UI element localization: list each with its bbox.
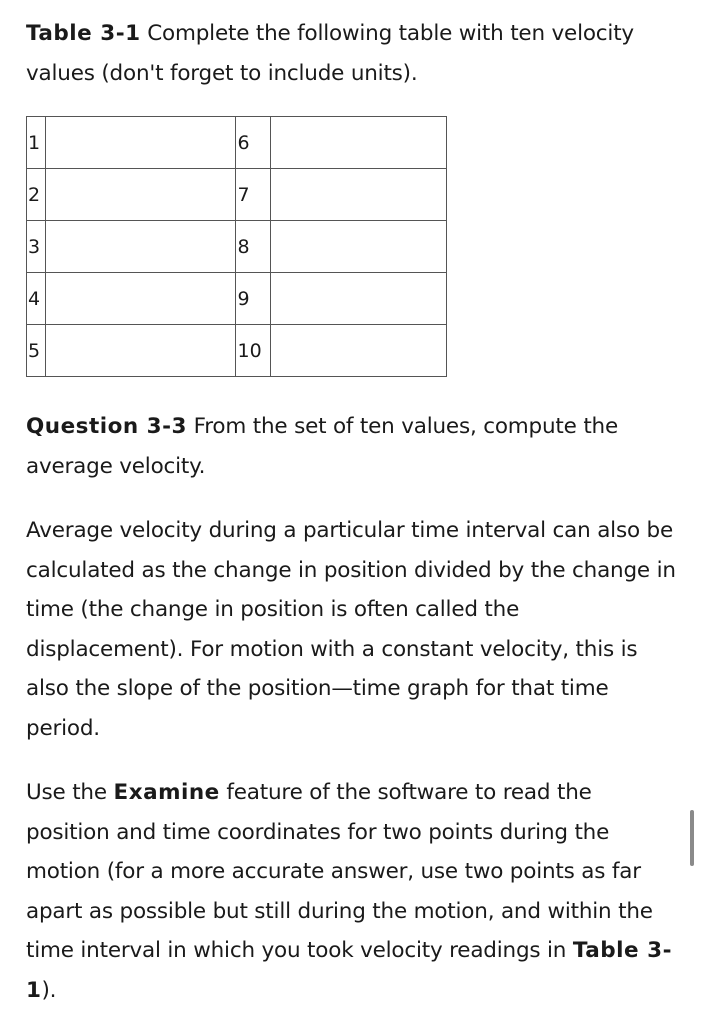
- examine-instructions-paragraph: [26, 773, 676, 1010]
- row-number-cell: 6: [236, 117, 270, 169]
- table-label: Table 3-1: [26, 21, 141, 46]
- table-reference: Table 3-1: [26, 938, 672, 1003]
- row-number-cell: 7: [236, 169, 270, 221]
- velocity-value-cell[interactable]: [46, 117, 236, 169]
- question-3-3: [26, 407, 676, 486]
- table-row: [27, 273, 447, 325]
- row-number-cell: 5: [27, 325, 46, 377]
- velocity-value-cell[interactable]: [270, 221, 446, 273]
- table-row: [27, 221, 447, 273]
- question-text: From the set of ten values, compute the average velocity.: [26, 414, 619, 479]
- velocity-value-cell[interactable]: [270, 117, 446, 169]
- row-number-cell: 3: [27, 221, 46, 273]
- question-label: Question 3-3: [26, 414, 188, 439]
- row-number-cell: 10: [236, 325, 270, 377]
- velocity-value-cell[interactable]: [270, 273, 446, 325]
- velocity-value-cell[interactable]: [46, 273, 236, 325]
- paragraph-text: Use the: [26, 780, 114, 805]
- document-content: [26, 14, 676, 1010]
- table-caption: [26, 14, 676, 93]
- table-row: [27, 169, 447, 221]
- velocity-value-cell[interactable]: [46, 169, 236, 221]
- average-velocity-paragraph: Average velocity during a particular time interval can also be calculated as the change in position divided by the change in time (the change in position is often called the displacement). For motion with a constant velocity, this is also the slope of the position—time graph for that time period.: [26, 518, 676, 741]
- velocity-value-cell[interactable]: [46, 325, 236, 377]
- paragraph-text: feature of the software to read the position and time coordinates for two points during the motion (for a more accurate answer, use two points as far apart as possible but still during the motion, and within the time interval in which you took velocity readings in: [26, 780, 653, 963]
- velocity-table: [26, 116, 447, 377]
- table-caption-text: Complete the following table with ten velocity values (don't forget to include units).: [26, 21, 634, 86]
- examine-term: Examine: [113, 780, 220, 805]
- velocity-value-cell[interactable]: [46, 221, 236, 273]
- table-row: [27, 117, 447, 169]
- paragraph-text: ).: [41, 977, 57, 1003]
- velocity-value-cell[interactable]: [270, 169, 446, 221]
- row-number-cell: 2: [27, 169, 46, 221]
- row-number-cell: 8: [236, 221, 270, 273]
- row-number-cell: 4: [27, 273, 46, 325]
- velocity-value-cell[interactable]: [270, 325, 446, 377]
- table-row: [27, 325, 447, 377]
- row-number-cell: 1: [27, 117, 46, 169]
- scrollbar-thumb[interactable]: [690, 810, 694, 866]
- row-number-cell: 9: [236, 273, 270, 325]
